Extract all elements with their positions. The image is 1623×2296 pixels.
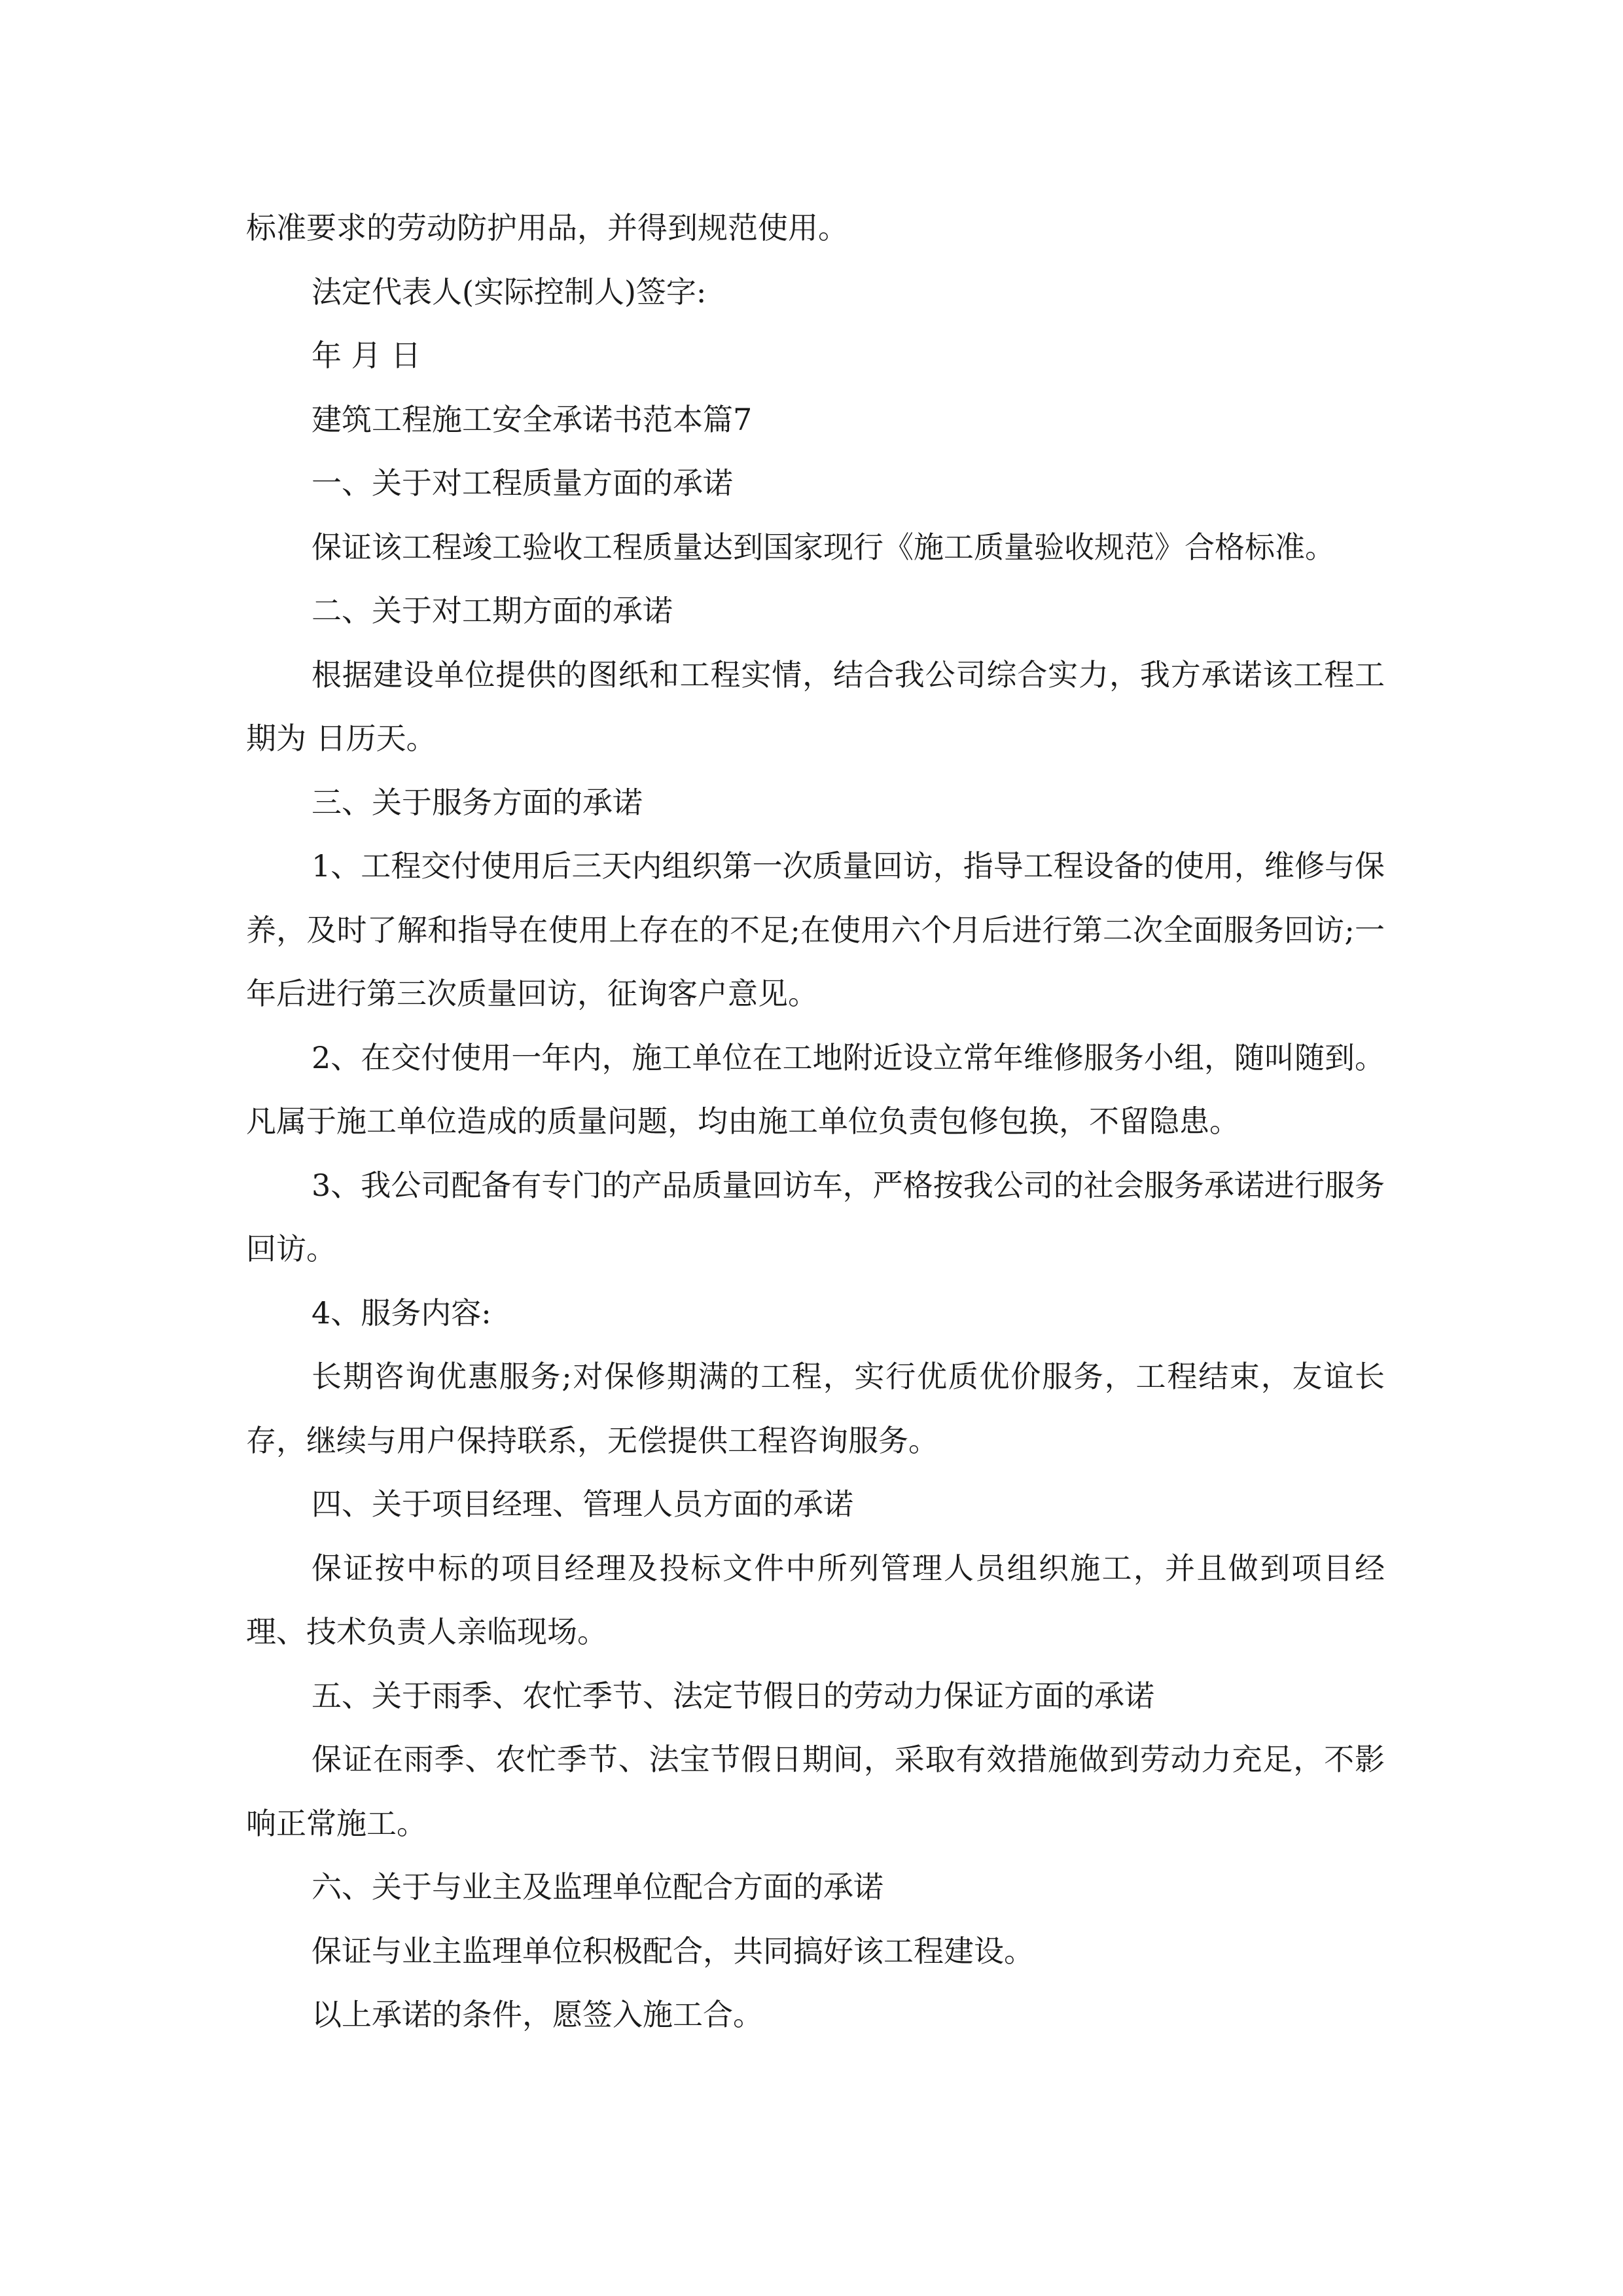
paragraph: 保证与业主监理单位积极配合，共同搞好该工程建设。 (312, 1933, 1034, 1969)
list-item: 4、服务内容: (312, 1295, 491, 1331)
paragraph: 标准要求的劳动防护用品，并得到规范使用。 (246, 210, 848, 245)
paragraph: 保证在雨季、农忙季节、法宝节假日期间，采取有效措施做到劳动力充足，不影响正常施工。 (246, 1742, 1385, 1841)
heading-quality: 一、关于对工程质量方面的承诺 (312, 465, 733, 501)
heading-labor: 五、关于雨季、农忙季节、法定节假日的劳动力保证方面的承诺 (312, 1677, 1154, 1713)
list-item: 3、我公司配备有专门的产品质量回访车，严格按我公司的社会服务承诺进行服务回访。 (246, 1167, 1385, 1266)
paragraph: 长期咨询优惠服务;对保修期满的工程，实行优质优价服务，工程结束，友谊长存，继续与用户保持联系，无偿提供工程咨询服务。 (246, 1359, 1385, 1458)
paragraph: 保证按中标的项目经理及投标文件中所列管理人员组织施工，并且做到项目经理、技术负责人亲临现场。 (246, 1550, 1385, 1649)
heading-personnel: 四、关于项目经理、管理人员方面的承诺 (312, 1486, 853, 1522)
heading-schedule: 二、关于对工期方面的承诺 (312, 593, 673, 628)
heading-cooperation: 六、关于与业主及监理单位配合方面的承诺 (312, 1869, 883, 1905)
signature-line: 法定代表人(实际控制人)签字: (312, 274, 707, 310)
document-body (246, 196, 1385, 2047)
section-title: 建筑工程施工安全承诺书范本篇7 (312, 401, 753, 437)
heading-service: 三、关于服务方面的承诺 (312, 784, 643, 820)
list-item: 2、在交付使用一年内，施工单位在工地附近设立常年维修服务小组，随叫随到。凡属于施工单位造成的质量问题，均由施工单位负责包修包换，不留隐患。 (246, 1039, 1385, 1139)
paragraph: 保证该工程竣工验收工程质量达到国家现行《施工质量验收规范》合格标准。 (312, 529, 1335, 565)
paragraph: 根据建设单位提供的图纸和工程实情，结合我公司综合实力，我方承诺该工程工期为 日历天。 (246, 656, 1385, 756)
date-line: 年 月 日 (312, 338, 421, 373)
paragraph: 以上承诺的条件，愿签入施工合。 (312, 1997, 763, 2032)
list-item: 1、工程交付使用后三天内组织第一次质量回访，指导工程设备的使用，维修与保养，及时了解和指导在使用上存在的不足;在使用六个月后进行第二次全面服务回访;一年后进行第三次质量回访，征询客户意见。 (246, 848, 1385, 1011)
